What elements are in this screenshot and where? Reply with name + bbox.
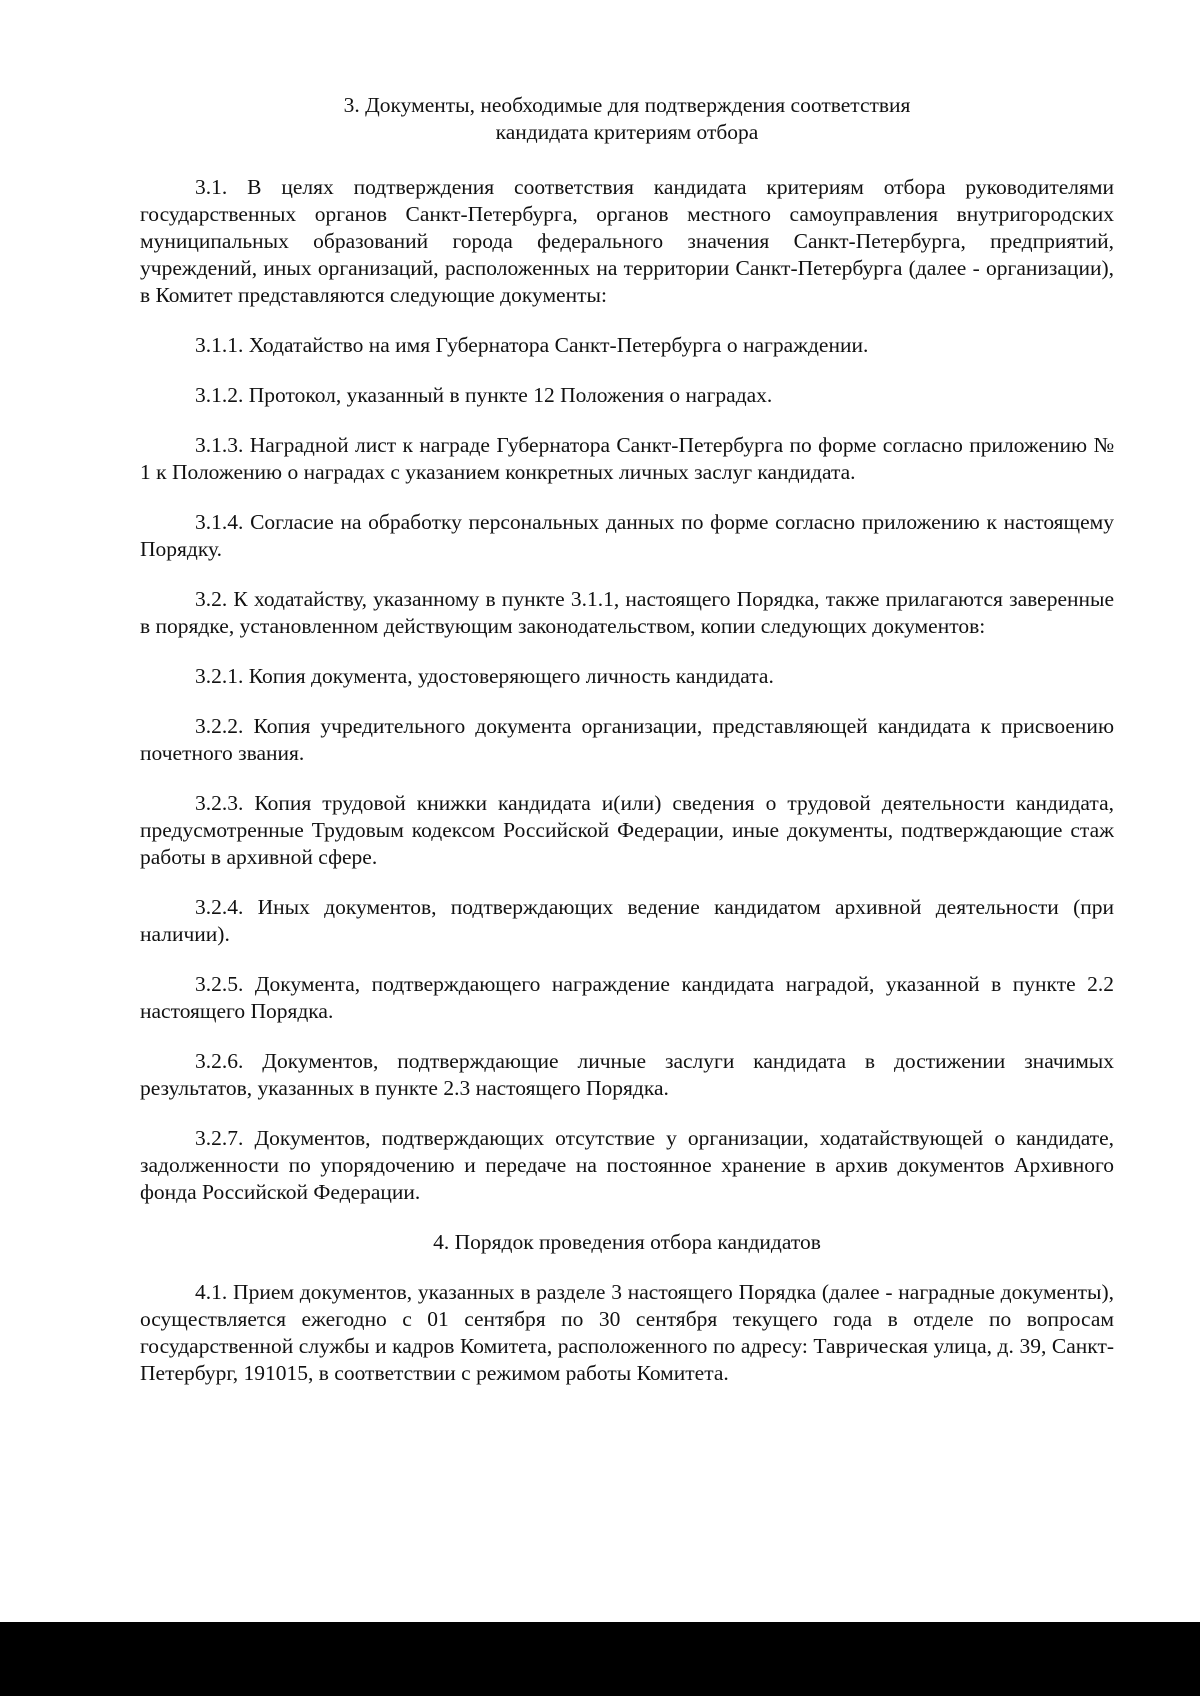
paragraph-3-2-6: 3.2.6. Документов, подтверждающие личные заслуги кандидата в достижении значимых результатов, указанных в пункте 2.3 настоящего Порядка. [140, 1049, 1114, 1100]
section-3-heading-line-2: кандидата критериям отбора [495, 120, 759, 144]
scan-border-bar [0, 1622, 1200, 1696]
document-body [140, 92, 1114, 1387]
section-3-heading-line-1: 3. Документы, необходимые для подтверждения соответствия [343, 93, 911, 117]
paragraph-4-1: 4.1. Прием документов, указанных в разделе 3 настоящего Порядка (далее - наградные документы), осуществляется ежегодно с 01 сентября по 30 сентября текущего года в отделе по вопросам государственной службы и кадров Комитета, расположенного по адресу: Таврическая улица, д. 39, Санкт-Петербург, 191015, в соответствии с режимом работы Комитета. [140, 1280, 1114, 1385]
paragraph-3-1-4: 3.1.4. Согласие на обработку персональных данных по форме согласно приложению к настоящему Порядку. [140, 510, 1114, 561]
paragraph-3-2-5: 3.2.5. Документа, подтверждающего награждение кандидата наградой, указанной в пункте 2.2 настоящего Порядка. [140, 972, 1114, 1023]
paragraph-3-1-2: 3.1.2. Протокол, указанный в пункте 12 Положения о наградах. [195, 383, 773, 407]
paragraph-3-2-2: 3.2.2. Копия учредительного документа организации, представляющей кандидата к присвоению почетного звания. [140, 714, 1114, 765]
paragraph-3-1-3: 3.1.3. Наградной лист к награде Губернатора Санкт-Петербурга по форме согласно приложению № 1 к Положению о наградах с указанием конкретных личных заслуг кандидата. [140, 433, 1114, 484]
paragraph-3-1: 3.1. В целях подтверждения соответствия кандидата критериям отбора руководителями государственных органов Санкт-Петербурга, органов местного самоуправления внутригородских муниципальных образований города федерального значения Санкт-Петербурга, предприятий, учреждений, иных организаций, расположенных на территории Санкт-Петербурга (далее - организации), в Комитет представляются следующие документы: [140, 175, 1114, 307]
paragraph-3-1-1: 3.1.1. Ходатайство на имя Губернатора Санкт-Петербурга о награждении. [195, 333, 869, 357]
paragraph-3-2-1: 3.2.1. Копия документа, удостоверяющего личность кандидата. [195, 664, 774, 688]
section-3-heading [140, 92, 1114, 146]
paragraph-3-2-7: 3.2.7. Документов, подтверждающих отсутствие у организации, ходатайствующей о кандидате, задолженности по упорядочению и передаче на постоянное хранение в архив документов Архивного фонда Российской Федерации. [140, 1126, 1114, 1204]
section-4-heading: 4. Порядок проведения отбора кандидатов [433, 1230, 821, 1254]
paragraph-3-2-3: 3.2.3. Копия трудовой книжки кандидата и(или) сведения о трудовой деятельности кандидата, предусмотренные Трудовым кодексом Российской Федерации, иные документы, подтверждающие стаж работы в архивной сфере. [140, 791, 1114, 869]
paragraph-3-2: 3.2. К ходатайству, указанному в пункте 3.1.1, настоящего Порядка, также прилагаются заверенные в порядке, установленном действующим законодательством, копии следующих документов: [140, 587, 1114, 638]
paragraph-3-2-4: 3.2.4. Иных документов, подтверждающих ведение кандидатом архивной деятельности (при наличии). [140, 895, 1114, 946]
